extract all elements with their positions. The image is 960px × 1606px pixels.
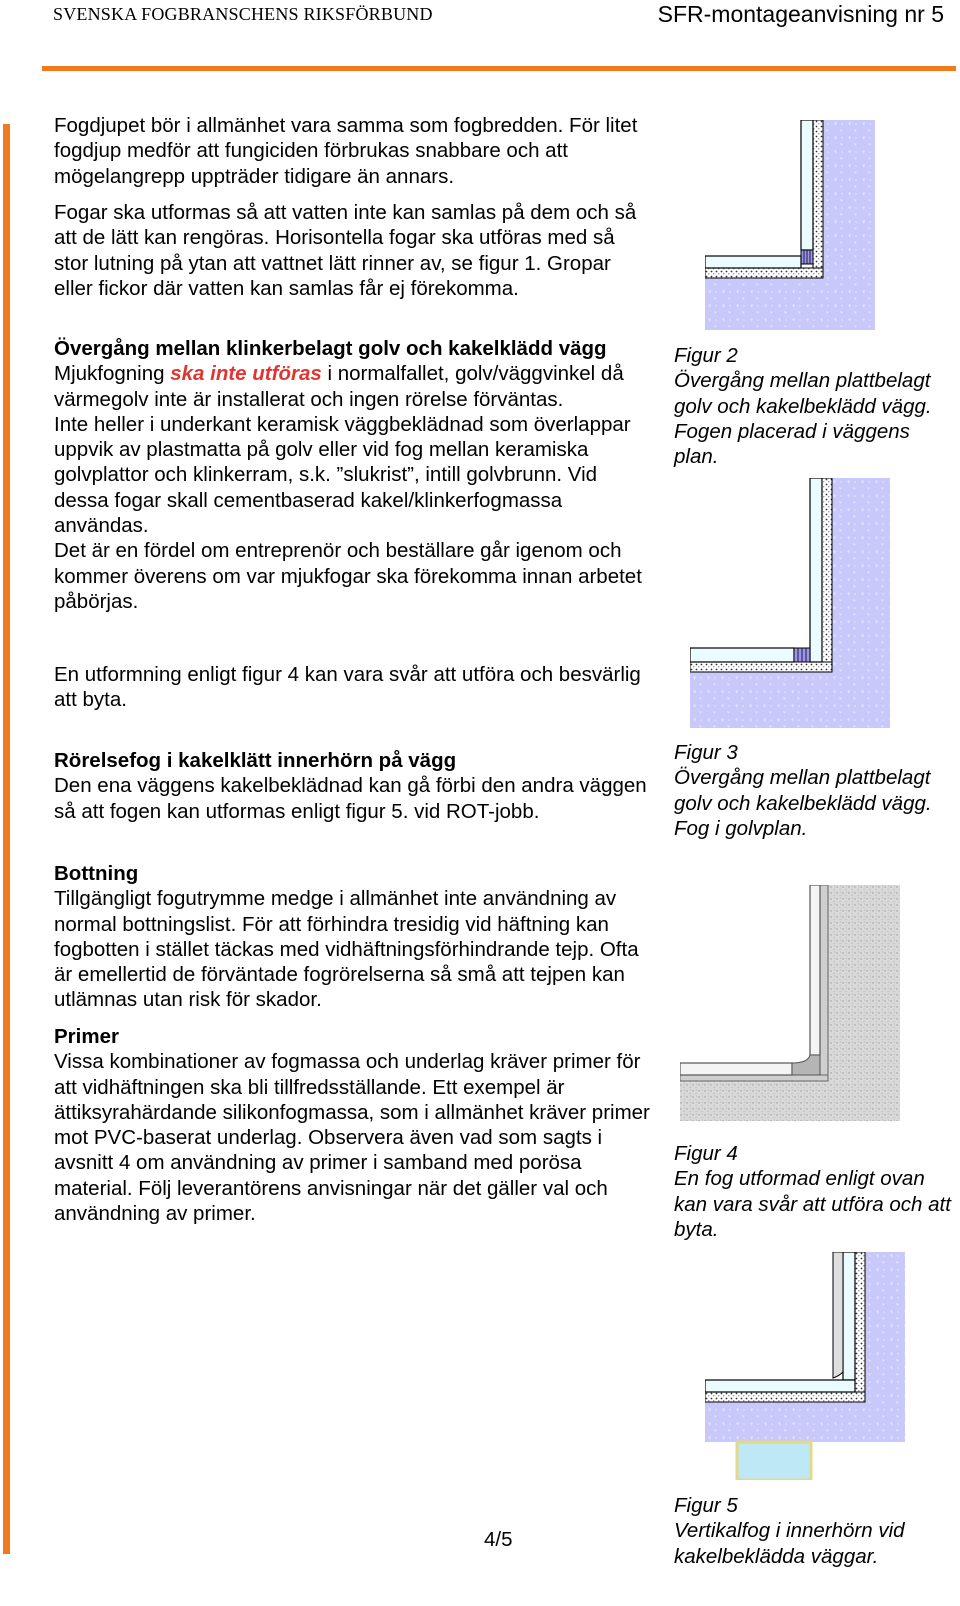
figure-3-caption: Figur 3 Övergång mellan plattbelagt golv och kakelbeklädd vägg. Fog i golvplan.	[674, 741, 932, 840]
figure-4-drawing	[680, 885, 900, 1121]
emphasis-text: ska inte utföras	[170, 362, 322, 386]
figure-4-caption: Figur 4 En fog utformad enligt ovan kan vara svår att utföra och att byta.	[674, 1142, 951, 1241]
paragraph: Den ena väggens kakelbeklädnad kan gå förbi den andra väggen så att fogen kan utformas enligt figur 5. vid ROT-jobb.	[54, 774, 647, 823]
paragraph: Inte heller i underkant keramisk väggbeklädnad som överlappar uppvik av plastmatta på golv eller vid fog mellan keramiska golvplattor och klinkerram, s.k. ”slukrist”, intill golvbrunn. Vid dessa fogar skall cementbaserad kakel/klinkerfogmassa användas.	[54, 412, 631, 538]
side-rule	[3, 124, 10, 1554]
section-heading: Rörelsefog i kakelklätt innerhörn på vägg	[54, 749, 457, 772]
section-heading: Bottning	[54, 862, 139, 885]
paragraph: Mjukfogning ska inte utföras i normalfallet, golv/väggvinkel då värmegolv inte är installerat och ingen rörelse förväntas.	[54, 362, 624, 411]
figure-5-drawing	[705, 1252, 905, 1480]
section-heading: Övergång mellan klinkerbelagt golv och kakelklädd vägg	[54, 337, 607, 360]
figure-2-drawing	[705, 120, 875, 330]
paragraph: Det är en fördel om entreprenör och beställare går igenom och kommer överens om var mjukfogar ska förekomma innan arbetet påbörjas.	[54, 539, 642, 613]
paragraph: Fogar ska utformas så att vatten inte kan samlas på dem och så att de lätt kan rengöras. Horisontella fogar ska utföras med så stor lutning på ytan att vattnet lätt rinner av, se figur 1. Gropar eller fickor där vatten kan samlas får ej förekomma.	[54, 201, 637, 300]
figure-2-caption: Figur 2 Övergång mellan plattbelagt golv och kakelbeklädd vägg. Fogen placerad i väggens plan.	[674, 344, 932, 469]
figure-3-drawing	[690, 478, 890, 728]
paragraph: Vissa kombinationer av fogmassa och underlag kräver primer för att vidhäftningen ska bli tillfredsställande. Ett exempel är ättiksyrahärdande silikonfogmassa, som i allmänhet kräver primer mot PVC-baserat underlag. Observera även vad som sagts i avsnitt 4 om användning av primer i samband med porösa material. Följ leverantörens anvisningar när det gäller val och användning av primer.	[54, 1050, 650, 1226]
paragraph: Fogdjupet bör i allmänhet vara samma som fogbredden. För litet fogdjup medför att fungiciden förbrukas snabbare och att mögelangrepp uppträder tidigare än annars.	[54, 114, 638, 188]
header-org: SVENSKA FOGBRANSCHENS RIKSFÖRBUND	[53, 4, 433, 24]
section-heading: Primer	[54, 1025, 119, 1048]
paragraph: En utformning enligt figur 4 kan vara svår att utföra och besvärlig att byta.	[54, 663, 641, 712]
paragraph: Tillgängligt fogutrymme medge i allmänhet inte användning av normal bottningslist. För att förhindra tresidig vid häftning kan fogbotten i stället täckas med vidhäftningsförhindrande tejp. Ofta är emellertid de förväntade fogrörelserna så små att tejpen kan utlämnas utan risk för skador.	[54, 887, 639, 1012]
main-column	[54, 113, 654, 189]
figure-5-caption: Figur 5 Vertikalfog i innerhörn vid kakelbeklädda väggar.	[674, 1494, 905, 1568]
header-rule	[42, 66, 956, 71]
header-doc-title: SFR-montageanvisning nr 5	[657, 1, 944, 27]
page-number: 4/5	[484, 1528, 513, 1551]
